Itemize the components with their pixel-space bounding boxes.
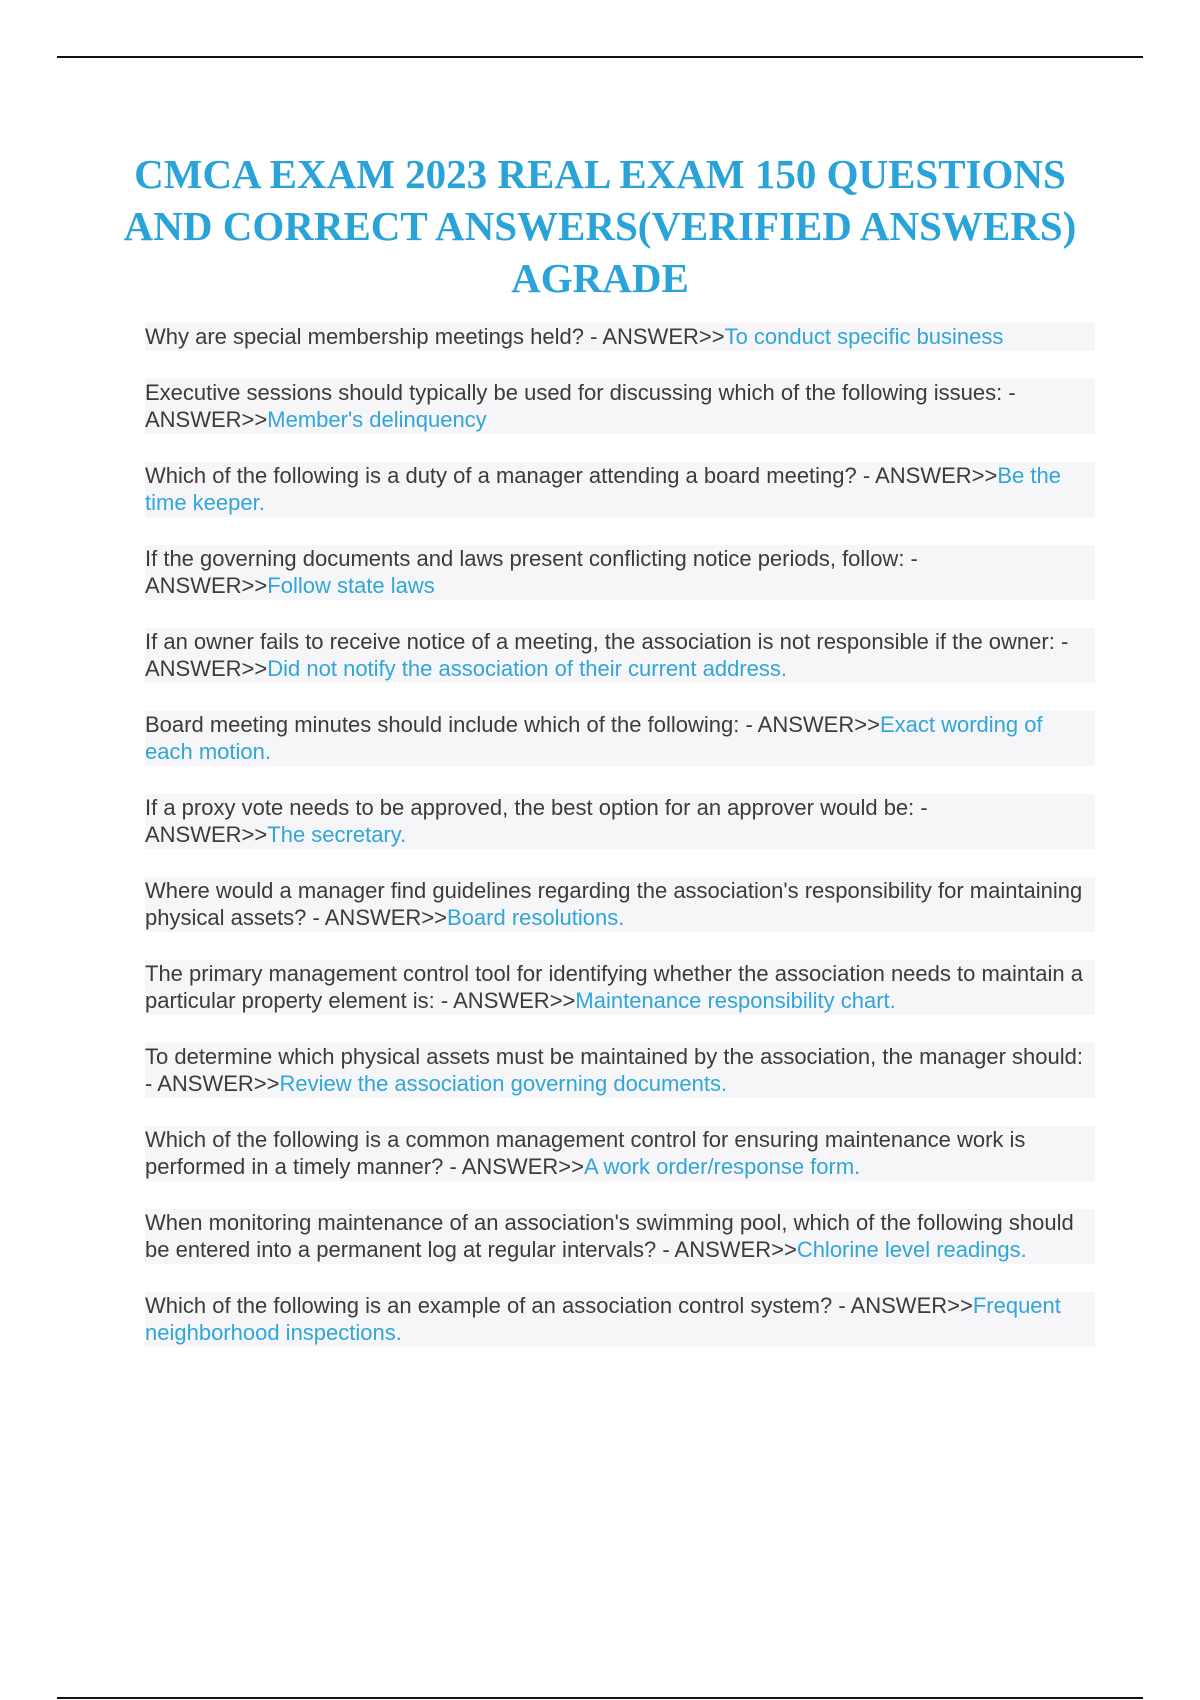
qa-item [145,711,1095,766]
answer-text: Frequent neighborhood inspections. [145,1292,1061,1345]
answer-marker: - ANSWER>> [739,711,880,737]
answer-text: Chlorine level readings. [796,1237,1027,1262]
question-text: If an owner fails to receive notice of a meeting, the association is not responsible if the owner: [145,628,1055,654]
qa-item [145,462,1095,517]
question-text: Board meeting minutes should include which of the following: [145,711,740,737]
qa-item [145,1043,1095,1098]
question-text: Why are special membership meetings held? [145,324,584,349]
answer-marker: - ANSWER>> [832,1292,973,1318]
answer-marker: - ANSWER>> [443,1154,584,1179]
document-title: CMCA EXAM 2023 REAL EXAM 150 QUESTIONS AND CORRECT ANSWERS(VERIFIED ANSWERS) AGRADE [123,151,1077,301]
answer-text: Be the time keeper. [145,462,1061,515]
qa-item [145,877,1095,932]
answer-marker: - ANSWER>> [145,628,1069,681]
answer-text: Review the association governing documents. [279,1071,728,1096]
qa-item [145,1292,1095,1347]
qa-item [145,628,1095,683]
answer-text: Board resolutions. [447,905,625,930]
answer-text: Member's delinquency [267,407,487,432]
answer-text: Did not notify the association of their current address. [267,656,787,681]
answer-text: To conduct specific business [724,324,1004,349]
answer-marker: - ANSWER>> [656,1237,797,1262]
qa-item [145,1209,1095,1264]
answer-text: Maintenance responsibility chart. [575,988,896,1013]
answer-marker: - ANSWER>> [306,905,448,930]
answer-marker: - ANSWER>> [434,988,576,1013]
question-text: If a proxy vote needs to be approved, the best option for an approver would be: [145,794,915,820]
answer-marker: - ANSWER>> [145,545,918,598]
answer-marker: - ANSWER>> [145,379,1016,432]
question-text: When monitoring maintenance of an association's swimming pool, which of the following should be entered into a permanent log at regular intervals? [145,1209,1074,1262]
question-text: Which of the following is an example of an association control system? [145,1292,833,1318]
question-text: Which of the following is a duty of a manager attending a board meeting? [145,462,857,488]
answer-marker: - ANSWER>> [145,794,928,847]
qa-item [145,323,1095,351]
question-text: To determine which physical assets must be maintained by the association, the manager should: [145,1043,1083,1069]
qa-item [145,960,1095,1015]
header-rule [57,56,1143,58]
qa-item [145,379,1095,434]
qa-item [145,794,1095,849]
qa-list [145,323,1095,1375]
answer-text: Follow state laws [267,573,435,598]
answer-marker: - ANSWER>> [145,1071,280,1096]
question-text: Executive sessions should typically be used for discussing which of the following issues: [145,379,1003,405]
question-text: If the governing documents and laws present conflicting notice periods, follow: [145,545,905,571]
qa-item [145,1126,1095,1181]
answer-marker: - ANSWER>> [856,462,998,488]
answer-marker: - ANSWER>> [583,324,725,349]
answer-text: Exact wording of each motion. [145,711,1043,764]
question-text: Where would a manager find guidelines regarding the association's responsibility for maintaining physical assets? [145,877,1083,930]
answer-text: A work order/response form. [583,1154,861,1179]
answer-text: The secretary. [267,822,407,847]
qa-item [145,545,1095,600]
question-text: Which of the following is a common management control for ensuring maintenance work is performed in a timely manner? [145,1126,1026,1179]
question-text: The primary management control tool for identifying whether the association needs to maintain a particular property element is: [145,960,1083,1013]
footer-rule [57,1697,1143,1699]
